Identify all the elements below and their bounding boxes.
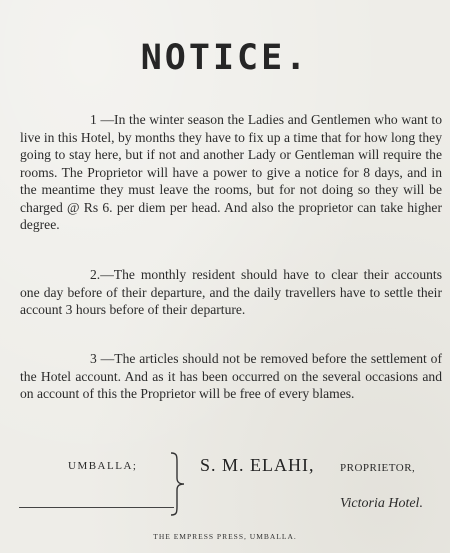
press-imprint: THE EMPRESS PRESS, UMBALLA.: [153, 532, 297, 541]
hotel-name: Victoria Hotel.: [340, 496, 423, 511]
signature-line: [19, 507, 174, 508]
notice-paragraph-2: 2.—The monthly resident should have to clear their accounts one day before of their departure, and the daily travellers have to settle their account 3 hours before of their departure.: [20, 267, 442, 317]
proprietor-role: PROPRIETOR,: [340, 462, 416, 474]
proprietor-name: S. M. ELAHI,: [200, 455, 315, 475]
notice-paragraph-3: 3 —The articles should not be removed before the settlement of the Hotel account. And as it has been occurred on the several occasions and on account of this the Proprietor will be free of every blames.: [20, 351, 442, 401]
signature-place: UMBALLA;: [68, 460, 138, 472]
curly-brace-icon: [168, 452, 188, 516]
notice-title: NOTICE.: [140, 38, 310, 78]
notice-paragraph-1: 1 —In the winter season the Ladies and Gentlemen who want to live in this Hotel, by months they have to fix up a time that for how long they going to stay here, but if not and another Lady or Gentleman will require the rooms. The Proprietor will have a power to give a notice for 8 days, and in the meantime they must leave the rooms, but for not doing so they will be charged @ Rs 6. per diem per head. And also the proprietor can take higher degree.: [20, 112, 442, 232]
